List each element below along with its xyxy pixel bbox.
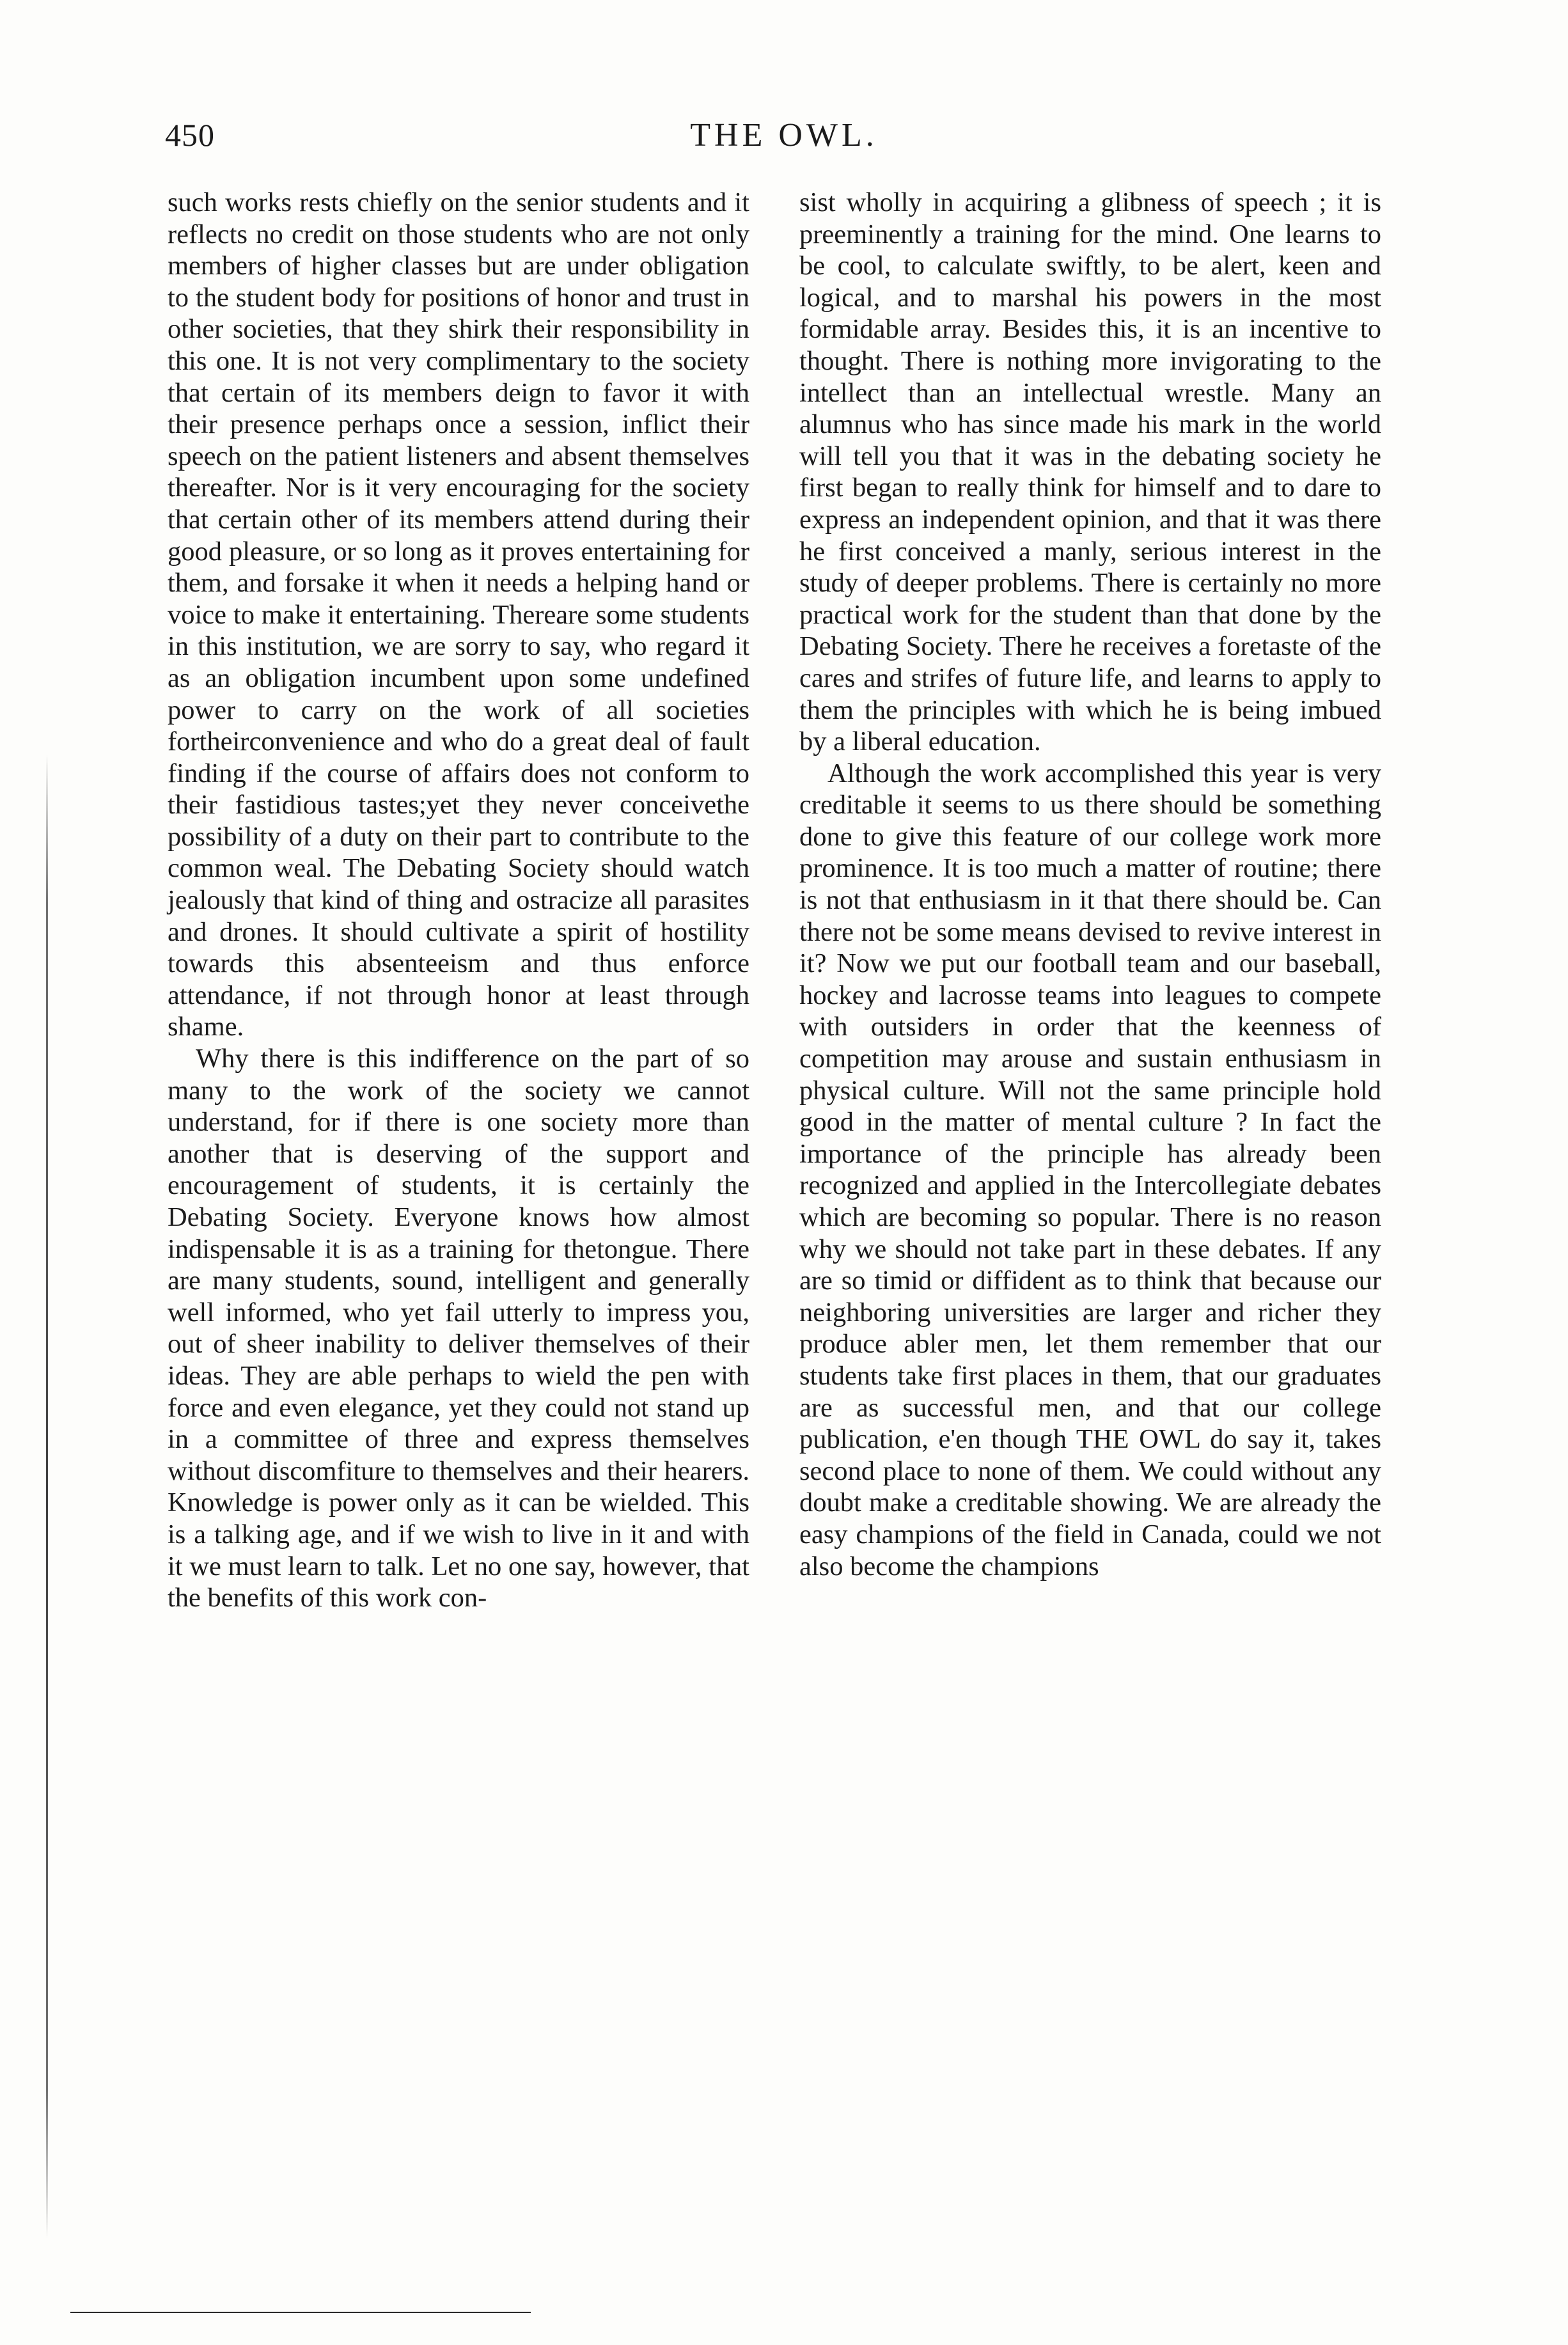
right-column (799, 187, 1381, 1582)
page-number: 450 (165, 117, 215, 153)
right-paragraph-2: Although the work accomplished this year is very creditable it seems to us there should be something done to give this feature of our college work more prominence. It is too much a matter of routine; there is not that enthusiasm in it that there should be. Can there not be some means devised to revive interest in it? Now we put our football team and our baseball, hockey and lacrosse teams into leagues to compete with outsiders in order that the keenness of competition may arouse and sustain enthusiasm in physical culture. Will not the same principle hold good in the matter of mental culture ? In fact the importance of the principle has already been recognized and applied in the Intercollegiate debates which are becoming so popular. There is no reason why we should not take part in these debates. If any are so timid or diffident as to think that because our neighboring universities are larger and richer they produce abler men, let them remember that our students take first places in them, that our graduates are as successful men, and that our college publication, e'en though THE OWL do say it, takes second place to none of them. We could without any doubt make a creditable showing. We are already the easy champions of the field in Canada, could we not also become the champions (799, 758, 1381, 1581)
page-edge-shadow (46, 755, 48, 2238)
left-paragraph-1: such works rests chiefly on the senior students and it reflects no credit on those students who are not only members of higher classes but are under obligation to the student body for positions of honor and trust in other societies, that they shirk their responsibility in this one. It is not very complimentary to the society that certain of its members deign to favor it with their presence perhaps once a session, inflict their speech on the patient listeners and absent themselves thereafter. Nor is it very encouraging for the society that certain other of its members attend during their good pleasure, or so long as it proves entertaining for them, and forsake it when it needs a helping hand or voice to make it entertaining. Thereare some students in this institution, we are sorry to say, who regard it as an obligation incumbent upon some undefined power to carry on the work of all societies fortheirconvenience and who do a great deal of fault finding if the course of affairs does not conform to their fastidious tastes;yet they never conceivethe possibility of a duty on their part to contribute to the common weal. The Debating Society should watch jealously that kind of thing and ostracize all parasites and drones. It should cultivate a spirit of hostility towards this absenteeism and thus enforce attendance, if not through honor at least through shame. (168, 187, 749, 1042)
running-head (165, 116, 1403, 168)
left-column (168, 187, 749, 1614)
journal-title: THE OWL. (690, 117, 878, 153)
right-paragraph-1: sist wholly in acquiring a glibness of speech ; it is preeminently a training for the mind. One learns to be cool, to calculate swiftly, to be alert, keen and logical, and to marshal his powers in the most formidable array. Besides this, it is an incentive to thought. There is nothing more invigorating to the intellect than an intellectual wrestle. Many an alumnus who has since made his mark in the world will tell you that it was in the debating society he first began to really think for himself and to dare to express an independent opinion, and that it was there he first conceived a manly, serious interest in the study of deeper problems. There is certainly no more practical work for the student than that done by the Debating Society. There he receives a foretaste of the cares and strifes of future life, and learns to apply to them the principles with which he is being imbued by a liberal education. (799, 187, 1381, 757)
footer-rule (70, 2312, 531, 2313)
left-paragraph-2: Why there is this indifference on the part of so many to the work of the society we cannot understand, for if there is one society more than another that is deserving of the support and encouragement of students, it is certainly the Debating Society. Everyone knows how almost indispensable it is as a training for thetongue. There are many students, sound, intelligent and generally well informed, who yet fail utterly to impress you, out of sheer inability to deliver themselves of their ideas. They are able perhaps to wield the pen with force and even elegance, yet they could not stand up in a committee of three and express themselves without discomfiture to themselves and their hearers. Knowledge is power only as it can be wielded. This is a talking age, and if we wish to live in it and with it we must learn to talk. Let no one say, however, that the benefits of this work con- (168, 1044, 749, 1613)
